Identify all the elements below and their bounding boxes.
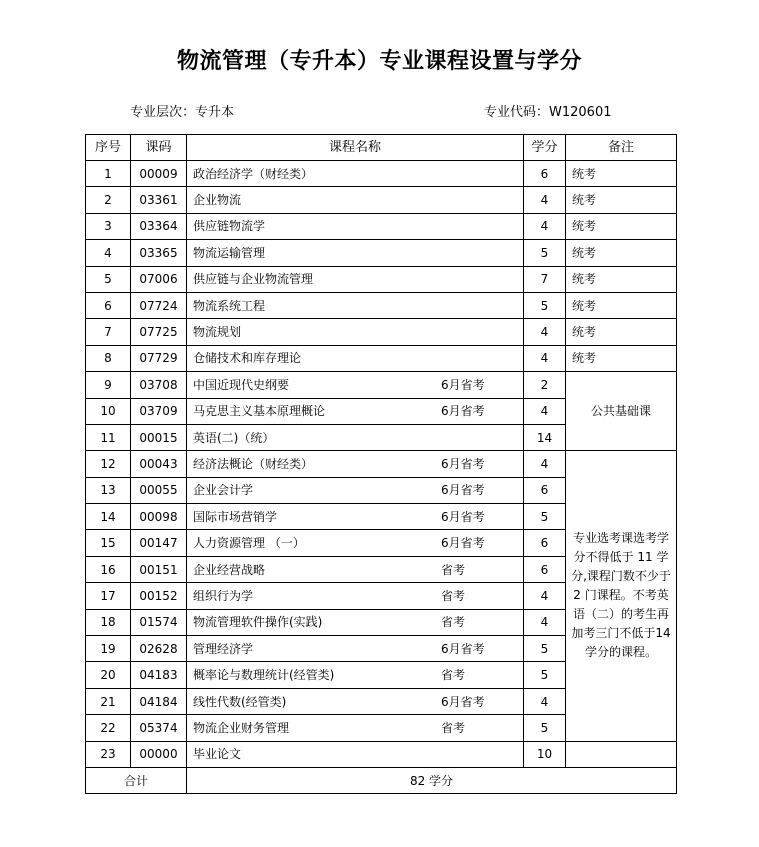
row-note: 统考 bbox=[566, 292, 677, 318]
course-name: 政治经济学（财经类） bbox=[193, 166, 314, 181]
course-name: 经济法概论（财经类） bbox=[193, 456, 314, 471]
table-row bbox=[86, 741, 677, 767]
exam-type: 省考 bbox=[441, 720, 466, 735]
row-seq: 1 bbox=[86, 161, 131, 187]
major-code: 专业代码：W120601 bbox=[484, 105, 612, 120]
row-code: 07006 bbox=[131, 266, 187, 292]
exam-type: 6月省考 bbox=[441, 404, 485, 419]
course-name: 企业经营战略 bbox=[193, 562, 266, 577]
row-code: 00147 bbox=[131, 530, 187, 556]
row-course-name bbox=[187, 161, 524, 187]
course-name: 企业会计学 bbox=[193, 483, 254, 498]
row-course-name bbox=[187, 715, 524, 741]
exam-type: 6月省考 bbox=[441, 456, 485, 471]
row-seq: 16 bbox=[86, 556, 131, 582]
row-credit: 10 bbox=[524, 741, 566, 767]
exam-type: 省考 bbox=[441, 562, 466, 577]
row-course-name bbox=[187, 345, 524, 371]
exam-type: 6月省考 bbox=[441, 536, 485, 551]
row-seq: 17 bbox=[86, 583, 131, 609]
row-credit: 5 bbox=[524, 240, 566, 266]
course-name: 物流管理软件操作(实践) bbox=[193, 615, 323, 630]
row-seq: 4 bbox=[86, 240, 131, 266]
header-seq: 序号 bbox=[86, 135, 131, 161]
table-header-row bbox=[86, 135, 677, 161]
row-seq: 12 bbox=[86, 451, 131, 477]
page-title: 物流管理（专升本）专业课程设置与学分 bbox=[176, 49, 582, 74]
row-credit: 6 bbox=[524, 161, 566, 187]
row-seq: 23 bbox=[86, 741, 131, 767]
row-course-name bbox=[187, 504, 524, 530]
course-name: 供应链与企业物流管理 bbox=[193, 272, 314, 287]
public-course-note: 公共基础课 bbox=[566, 372, 677, 451]
exam-type: 省考 bbox=[441, 668, 466, 683]
exam-type: 6月省考 bbox=[441, 377, 485, 392]
course-name: 物流系统工程 bbox=[193, 298, 266, 313]
row-seq: 15 bbox=[86, 530, 131, 556]
exam-type: 6月省考 bbox=[441, 483, 485, 498]
row-seq: 20 bbox=[86, 662, 131, 688]
row-credit: 5 bbox=[524, 715, 566, 741]
row-code: 07729 bbox=[131, 345, 187, 371]
row-seq: 9 bbox=[86, 372, 131, 398]
row-code: 02628 bbox=[131, 636, 187, 662]
course-name: 人力资源管理 （一） bbox=[193, 536, 305, 551]
table-row bbox=[86, 451, 677, 477]
row-note: 统考 bbox=[566, 345, 677, 371]
row-code: 07724 bbox=[131, 292, 187, 318]
table-row bbox=[86, 187, 677, 213]
row-code: 04184 bbox=[131, 688, 187, 714]
row-code: 00043 bbox=[131, 451, 187, 477]
exam-type: 6月省考 bbox=[441, 641, 485, 656]
major-level: 专业层次：专升本 bbox=[130, 105, 235, 120]
row-code: 00000 bbox=[131, 741, 187, 767]
row-credit: 5 bbox=[524, 662, 566, 688]
course-name: 马克思主义基本原理概论 bbox=[193, 404, 326, 419]
row-course-name bbox=[187, 556, 524, 582]
row-code: 00015 bbox=[131, 424, 187, 450]
table-row bbox=[86, 292, 677, 318]
row-code: 00151 bbox=[131, 556, 187, 582]
exam-type: 省考 bbox=[441, 615, 466, 630]
row-credit: 4 bbox=[524, 688, 566, 714]
course-name: 线性代数(经管类) bbox=[193, 694, 287, 709]
course-name: 管理经济学 bbox=[193, 641, 254, 656]
course-table bbox=[85, 134, 677, 794]
row-seq: 6 bbox=[86, 292, 131, 318]
table-row bbox=[86, 161, 677, 187]
row-code: 03365 bbox=[131, 240, 187, 266]
row-note: 统考 bbox=[566, 240, 677, 266]
exam-type: 6月省考 bbox=[441, 509, 485, 524]
row-seq: 5 bbox=[86, 266, 131, 292]
exam-type: 6月省考 bbox=[441, 694, 485, 709]
row-note: 统考 bbox=[566, 319, 677, 345]
row-code: 00055 bbox=[131, 477, 187, 503]
row-course-name bbox=[187, 372, 524, 398]
row-code: 03709 bbox=[131, 398, 187, 424]
row-credit: 4 bbox=[524, 451, 566, 477]
row-course-name bbox=[187, 187, 524, 213]
course-name: 仓储技术和库存理论 bbox=[193, 351, 302, 366]
row-course-name bbox=[187, 688, 524, 714]
row-course-name bbox=[187, 424, 524, 450]
row-seq: 19 bbox=[86, 636, 131, 662]
row-course-name bbox=[187, 213, 524, 239]
row-note: 统考 bbox=[566, 187, 677, 213]
row-seq: 22 bbox=[86, 715, 131, 741]
row-course-name bbox=[187, 477, 524, 503]
course-name: 中国近现代史纲要 bbox=[193, 377, 290, 392]
row-seq: 2 bbox=[86, 187, 131, 213]
row-course-name bbox=[187, 583, 524, 609]
row-seq: 10 bbox=[86, 398, 131, 424]
row-seq: 21 bbox=[86, 688, 131, 714]
row-credit: 2 bbox=[524, 372, 566, 398]
course-name: 概率论与数理统计(经管类) bbox=[193, 668, 335, 683]
row-credit: 5 bbox=[524, 636, 566, 662]
row-credit: 4 bbox=[524, 609, 566, 635]
row-seq: 8 bbox=[86, 345, 131, 371]
row-code: 00009 bbox=[131, 161, 187, 187]
row-course-name bbox=[187, 609, 524, 635]
row-credit: 4 bbox=[524, 583, 566, 609]
course-name: 英语(二)（统） bbox=[193, 430, 275, 445]
total-value: 82 学分 bbox=[187, 767, 677, 793]
row-credit: 6 bbox=[524, 477, 566, 503]
row-course-name bbox=[187, 662, 524, 688]
header-name: 课程名称 bbox=[187, 135, 524, 161]
row-code: 07725 bbox=[131, 319, 187, 345]
exam-type: 省考 bbox=[441, 588, 466, 603]
row-seq: 3 bbox=[86, 213, 131, 239]
row-code: 03364 bbox=[131, 213, 187, 239]
row-code: 04183 bbox=[131, 662, 187, 688]
row-seq: 7 bbox=[86, 319, 131, 345]
row-code: 05374 bbox=[131, 715, 187, 741]
total-label: 合计 bbox=[86, 767, 187, 793]
row-code: 00152 bbox=[131, 583, 187, 609]
row-credit: 14 bbox=[524, 424, 566, 450]
row-code: 00098 bbox=[131, 504, 187, 530]
row-seq: 13 bbox=[86, 477, 131, 503]
course-name: 物流企业财务管理 bbox=[193, 720, 290, 735]
row-credit: 4 bbox=[524, 319, 566, 345]
row-note bbox=[566, 741, 677, 767]
table-row bbox=[86, 266, 677, 292]
table-row bbox=[86, 213, 677, 239]
elective-course-note: 专业选考课选考学分不得低于 11 学分,课程门数不少于 2 门课程。不考英语（二）的考生再加考三门不低于14 学分的课程。 bbox=[566, 451, 677, 741]
course-name: 企业物流 bbox=[193, 193, 242, 208]
row-course-name bbox=[187, 741, 524, 767]
row-seq: 11 bbox=[86, 424, 131, 450]
row-course-name bbox=[187, 398, 524, 424]
course-name: 供应链物流学 bbox=[193, 219, 266, 234]
table-row bbox=[86, 240, 677, 266]
row-course-name bbox=[187, 266, 524, 292]
row-course-name bbox=[187, 240, 524, 266]
course-name: 国际市场营销学 bbox=[193, 509, 278, 524]
header-credit: 学分 bbox=[524, 135, 566, 161]
row-note: 统考 bbox=[566, 266, 677, 292]
row-credit: 7 bbox=[524, 266, 566, 292]
table-row bbox=[86, 319, 677, 345]
table-row bbox=[86, 372, 677, 398]
row-course-name bbox=[187, 451, 524, 477]
row-course-name bbox=[187, 530, 524, 556]
row-seq: 14 bbox=[86, 504, 131, 530]
row-code: 03708 bbox=[131, 372, 187, 398]
row-course-name bbox=[187, 319, 524, 345]
row-credit: 6 bbox=[524, 556, 566, 582]
header-note: 备注 bbox=[566, 135, 677, 161]
row-note: 统考 bbox=[566, 161, 677, 187]
course-name: 物流规划 bbox=[193, 325, 242, 340]
row-code: 03361 bbox=[131, 187, 187, 213]
course-name: 组织行为学 bbox=[193, 588, 254, 603]
row-credit: 4 bbox=[524, 213, 566, 239]
row-credit: 4 bbox=[524, 345, 566, 371]
row-credit: 4 bbox=[524, 398, 566, 424]
table-row bbox=[86, 345, 677, 371]
row-code: 01574 bbox=[131, 609, 187, 635]
course-name: 毕业论文 bbox=[193, 747, 242, 762]
course-name: 物流运输管理 bbox=[193, 245, 266, 260]
header-code: 课码 bbox=[131, 135, 187, 161]
row-credit: 5 bbox=[524, 292, 566, 318]
total-row bbox=[86, 767, 677, 793]
row-course-name bbox=[187, 292, 524, 318]
row-course-name bbox=[187, 636, 524, 662]
row-seq: 18 bbox=[86, 609, 131, 635]
row-note: 统考 bbox=[566, 213, 677, 239]
row-credit: 5 bbox=[524, 504, 566, 530]
row-credit: 4 bbox=[524, 187, 566, 213]
row-credit: 6 bbox=[524, 530, 566, 556]
